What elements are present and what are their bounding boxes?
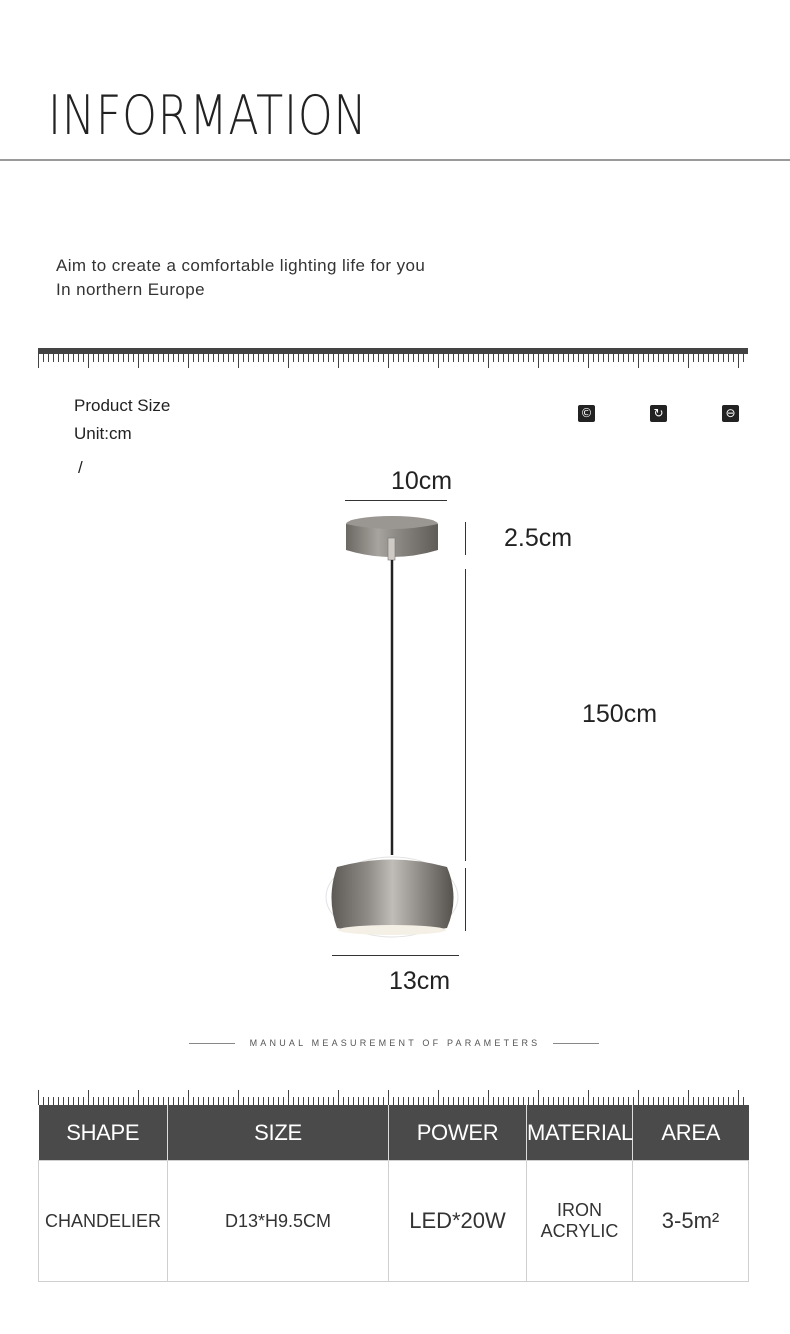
separator-caption: MANUAL MEASUREMENT OF PARAMETERS <box>249 1038 541 1048</box>
intro-line-1: Aim to create a comfortable lighting life for you <box>56 256 426 275</box>
spec-table <box>38 1105 749 1282</box>
cord-length-line <box>465 569 466 861</box>
spec-header-row <box>39 1105 749 1161</box>
canopy-stem <box>388 538 395 560</box>
header-area: AREA <box>633 1105 749 1161</box>
shade-lens <box>338 925 446 935</box>
shade-body <box>332 860 454 934</box>
value-power: LED*20W <box>389 1161 527 1282</box>
header-shape: SHAPE <box>39 1105 168 1161</box>
value-material-acrylic: ACRYLIC <box>540 1221 619 1241</box>
product-size-label: Product Size <box>74 396 171 415</box>
cord-length-label: 150cm <box>582 700 658 728</box>
canopy-height-line <box>465 522 466 555</box>
shade-width-line <box>332 955 459 956</box>
header-material: MATERIAL <box>527 1105 633 1161</box>
page-title: INFORMATION <box>48 84 368 147</box>
unit-label: Unit:cm <box>74 424 132 443</box>
title-divider <box>0 159 790 161</box>
canopy-width-line <box>345 500 447 501</box>
ruler-ticks-top <box>38 354 748 368</box>
copyright-icon: © <box>578 405 595 422</box>
spec-value-row <box>39 1161 749 1282</box>
refresh-icon: ↻ <box>650 405 667 422</box>
value-size: D13*H9.5CM <box>168 1161 389 1282</box>
minus-circle-icon: ⊖ <box>722 405 739 422</box>
header-power: POWER <box>389 1105 527 1161</box>
shade-width-label: 13cm <box>389 967 451 995</box>
value-material-iron: IRON <box>557 1200 602 1220</box>
value-material <box>527 1161 633 1282</box>
shade-height-line <box>465 868 466 931</box>
canopy-height-label: 2.5cm <box>504 524 573 552</box>
header-size: SIZE <box>168 1105 389 1161</box>
slash-mark: / <box>78 458 83 477</box>
intro-line-2: In northern Europe <box>56 280 205 299</box>
value-area: 3-5m² <box>633 1161 749 1282</box>
value-shape: CHANDELIER <box>39 1161 168 1282</box>
ruler-ticks-bottom <box>38 1089 748 1106</box>
canopy-width-label: 10cm <box>391 467 453 495</box>
